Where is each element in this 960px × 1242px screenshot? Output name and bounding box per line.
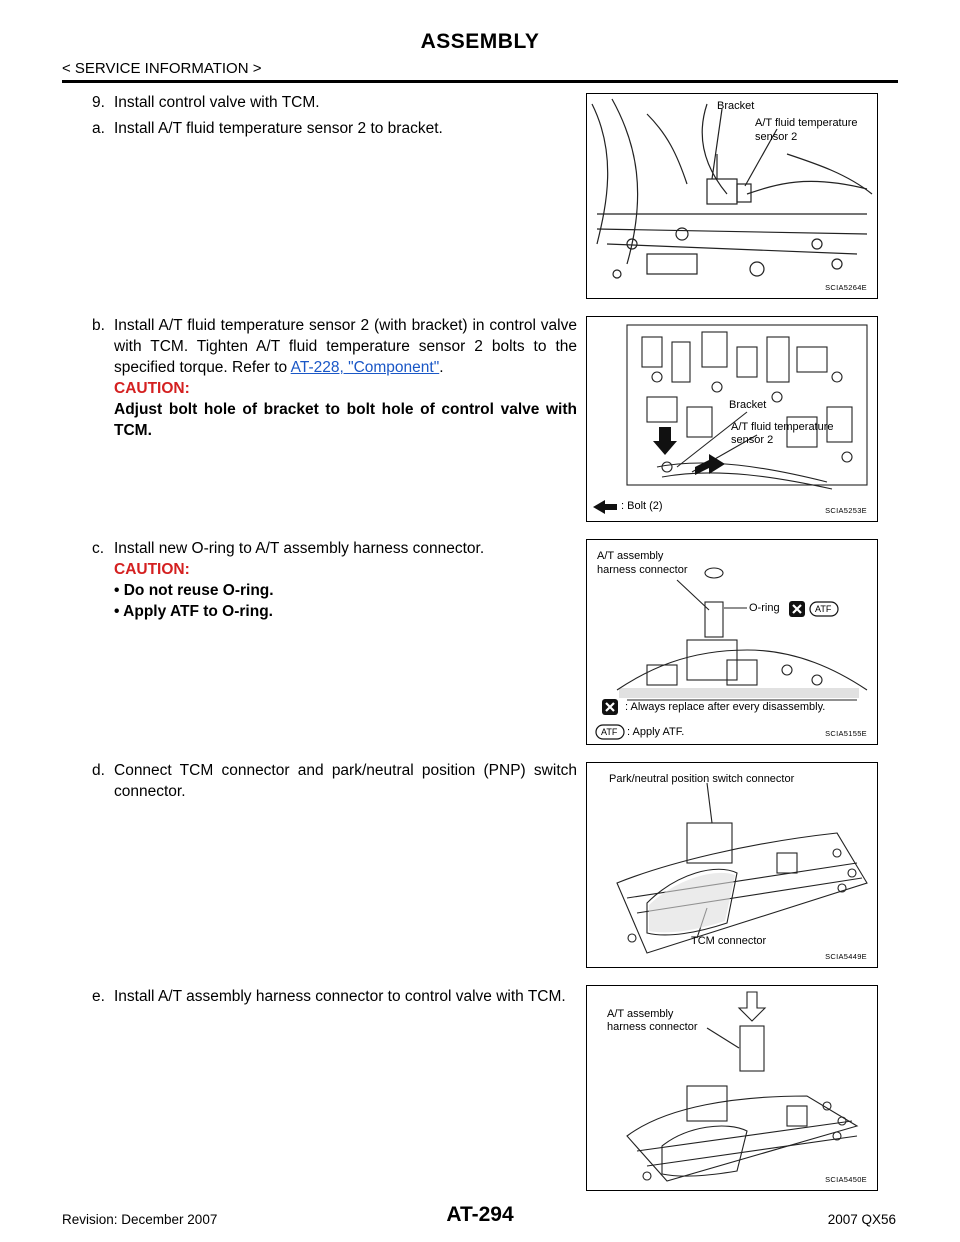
callout-sensor-line2: sensor 2 xyxy=(731,434,774,446)
step-e xyxy=(92,986,577,1007)
step-9 xyxy=(92,92,577,113)
step-label: 9. xyxy=(92,94,105,111)
legend-atf: : Apply ATF. xyxy=(627,726,685,738)
step-label: b. xyxy=(92,317,105,334)
figure-code: SCIA5450E xyxy=(825,1175,867,1184)
step-text: Connect TCM connector and park/neutral position (PNP) switch connector. xyxy=(114,762,577,800)
callout-sensor-line2: sensor 2 xyxy=(755,131,798,143)
model-label: 2007 QX56 xyxy=(827,1212,896,1227)
atf-icon-label: ATF xyxy=(601,727,618,737)
step-text: Install A/T assembly harness connector to control valve with TCM. xyxy=(114,988,566,1005)
step-label: c. xyxy=(92,540,105,557)
caution-label: CAUTION: xyxy=(114,561,190,578)
step-text: Install control valve with TCM. xyxy=(114,94,320,111)
figure-sensor-bracket xyxy=(586,93,878,299)
legend-bolt: : Bolt (2) xyxy=(621,500,663,512)
step-label: e. xyxy=(92,988,105,1005)
step-a xyxy=(92,118,577,139)
callout-pnp: Park/neutral position switch connector xyxy=(609,773,795,785)
callout-harness-line1: A/T assembly xyxy=(607,1008,674,1020)
caution-label: CAUTION: xyxy=(114,380,190,397)
callout-bracket: Bracket xyxy=(729,399,767,411)
step-label: d. xyxy=(92,762,105,779)
step-text xyxy=(114,538,577,622)
legend-replace: : Always replace after every disassembly. xyxy=(625,701,826,713)
page-title: ASSEMBLY xyxy=(420,30,540,53)
callout-tcm: TCM connector xyxy=(691,935,767,947)
caution-bullet: • Apply ATF to O-ring. xyxy=(114,603,273,620)
figure-tcm-connector xyxy=(586,762,878,968)
callout-harness-line1: A/T assembly xyxy=(597,550,664,562)
step-label: a. xyxy=(92,120,105,137)
figure-code: SCIA5449E xyxy=(825,952,867,961)
step-b xyxy=(92,315,577,441)
step-text xyxy=(114,315,577,441)
section-label: < SERVICE INFORMATION > xyxy=(62,60,262,77)
revision-date: Revision: December 2007 xyxy=(62,1212,218,1227)
figure-oring xyxy=(586,539,878,745)
header-divider xyxy=(62,80,898,83)
step-body: Install A/T fluid temperature sensor 2 (with bracket) in control valve with TCM. Tighten A/T fluid temperature sensor 2 bolts to the specified torque. Refer to xyxy=(114,317,577,376)
step-body: Install new O-ring to A/T assembly harness connector. xyxy=(114,540,485,557)
callout-sensor-line1: A/T fluid temperature xyxy=(731,421,834,433)
figure-code: SCIA5253E xyxy=(825,506,867,515)
figure-code: SCIA5155E xyxy=(825,729,867,738)
step-text: Install A/T fluid temperature sensor 2 to bracket. xyxy=(114,120,443,137)
callout-harness-line2: harness connector xyxy=(597,564,688,576)
step-body-end: . xyxy=(439,359,444,376)
reference-link[interactable]: AT-228, "Component" xyxy=(290,359,440,376)
step-d xyxy=(92,760,577,802)
figure-illustration xyxy=(587,317,877,521)
caution-text: Adjust bolt hole of bracket to bolt hole of control valve with TCM. xyxy=(114,401,577,439)
step-c xyxy=(92,538,577,622)
callout-harness-line2: harness connector xyxy=(607,1021,698,1033)
page-number: AT-294 xyxy=(446,1203,514,1226)
callout-oring: O-ring xyxy=(749,602,780,614)
atf-icon-label: ATF xyxy=(815,604,832,614)
replace-icon xyxy=(601,698,619,716)
callout-sensor-line1: A/T fluid temperature xyxy=(755,117,858,129)
callout-bracket: Bracket xyxy=(717,100,755,112)
figure-harness-connector xyxy=(586,985,878,1191)
figure-sensor-installed xyxy=(586,316,878,522)
caution-bullet: • Do not reuse O-ring. xyxy=(114,582,274,599)
figure-code: SCIA5264E xyxy=(825,283,867,292)
replace-icon xyxy=(788,600,806,618)
